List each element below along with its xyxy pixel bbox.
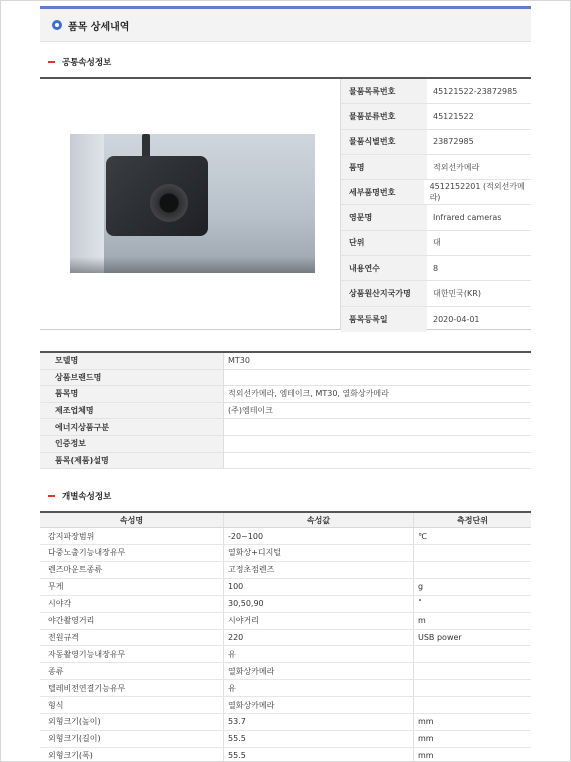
- common-row: [341, 104, 531, 129]
- section-marker-icon: [48, 61, 55, 63]
- attribute-name: 자동촬영기능내장유무: [40, 646, 224, 662]
- common-label: 품명: [341, 155, 427, 179]
- info-value: (주)엠테이크: [228, 406, 273, 416]
- info-row: [40, 436, 531, 453]
- attribute-name: 외형크기(폭): [40, 748, 224, 762]
- info-row: [40, 403, 531, 420]
- info-value: MT30: [228, 356, 250, 366]
- table-row: [40, 562, 531, 579]
- attribute-value: -20~100: [224, 528, 414, 544]
- attribute-value: 열화상+디지털: [224, 545, 414, 561]
- table-row: [40, 528, 531, 545]
- attribute-unit: mm: [418, 751, 434, 761]
- table-row: [40, 731, 531, 748]
- attribute-value: 열화상카메라: [224, 697, 414, 713]
- common-value: 8: [433, 263, 439, 273]
- common-section-header: [48, 55, 531, 69]
- table-row: [40, 579, 531, 596]
- table-row: [40, 714, 531, 731]
- common-row: [341, 79, 531, 104]
- attribute-name: 외형크기(높이): [40, 714, 224, 730]
- table-row: [40, 545, 531, 562]
- attribute-value: 220: [224, 630, 414, 646]
- attribute-value: 유: [224, 680, 414, 696]
- attribute-value: 55.5: [224, 748, 414, 762]
- product-image-area: [40, 79, 341, 329]
- common-row: [341, 155, 531, 180]
- column-header: 측정단위: [457, 515, 488, 525]
- common-label: 상품원산지국가명: [341, 281, 427, 305]
- attribute-name: 외형크기(길이): [40, 731, 224, 747]
- common-section-title: 공통속성정보: [62, 58, 112, 68]
- attribute-name: 감지파장범위: [40, 528, 224, 544]
- common-label: 물품분류번호: [341, 104, 427, 128]
- attribute-unit: [414, 562, 531, 578]
- attribute-value: 시야거리: [224, 613, 414, 629]
- product-photo: [70, 134, 315, 273]
- attribute-name: 야간촬영거리: [40, 613, 224, 629]
- attribute-unit: [414, 545, 531, 561]
- circle-bullet-icon: [52, 20, 62, 30]
- attribute-unit: [414, 680, 531, 696]
- common-row: [341, 307, 531, 332]
- attribute-unit: mm: [418, 717, 434, 727]
- section-marker-icon: [48, 495, 55, 497]
- common-value: 4512152201 (적외선카메라): [429, 182, 525, 203]
- common-row: [341, 205, 531, 230]
- table-row: [40, 646, 531, 663]
- attribute-unit: USB power: [418, 632, 462, 642]
- attribute-value: 30,50,90: [224, 596, 414, 612]
- info-row: [40, 386, 531, 403]
- common-value: 대한민국(KR): [433, 289, 481, 299]
- attribute-value: 열화상카메라: [224, 663, 414, 679]
- attribute-name: 무게: [40, 579, 224, 595]
- common-row: [341, 180, 531, 205]
- table-row: [40, 613, 531, 630]
- common-value: 적외선카메라: [433, 162, 480, 172]
- common-label: 물품식별번호: [341, 130, 427, 154]
- individual-section-header: [48, 489, 531, 503]
- attribute-unit: ˚: [418, 599, 422, 609]
- product-info-table: [40, 351, 531, 469]
- table-row: [40, 697, 531, 714]
- attribute-value: 55.5: [224, 731, 414, 747]
- table-row: [40, 663, 531, 680]
- common-value: 2020-04-01: [433, 314, 480, 324]
- common-value: 45121522-23872985: [433, 86, 518, 96]
- common-label: 품목등록일: [341, 307, 427, 332]
- page-header: [40, 9, 531, 42]
- common-attributes-table: [341, 79, 531, 329]
- common-value: 23872985: [433, 137, 474, 147]
- column-header: 속성명: [40, 513, 224, 527]
- common-label: 세부품명번호: [341, 180, 424, 204]
- common-row: [341, 281, 531, 306]
- common-label: 물품목록번호: [341, 79, 427, 103]
- table-header-row: [40, 513, 531, 528]
- common-row: [341, 130, 531, 155]
- column-header: 속성값: [224, 513, 414, 527]
- attribute-name: 렌즈마운트종류: [40, 562, 224, 578]
- table-row: [40, 680, 531, 697]
- common-row: [341, 256, 531, 281]
- info-label: 모델명: [40, 353, 224, 369]
- attribute-value: 유: [224, 646, 414, 662]
- attribute-name: 텔레비전연결기능유무: [40, 680, 224, 696]
- attribute-value: 100: [224, 579, 414, 595]
- individual-attributes-table: [40, 511, 531, 762]
- info-label: 상품브랜드명: [40, 370, 224, 386]
- info-label: 인증정보: [40, 436, 224, 452]
- attribute-value: 53.7: [224, 714, 414, 730]
- info-label: 에너지상품구분: [40, 419, 224, 435]
- attribute-unit: ℃: [418, 531, 427, 541]
- attribute-unit: mm: [418, 734, 434, 744]
- attribute-unit: g: [418, 582, 424, 592]
- attribute-unit: [414, 663, 531, 679]
- attribute-unit: [414, 646, 531, 662]
- page-title: 품목 상세내역: [68, 21, 130, 33]
- table-row: [40, 748, 531, 762]
- attribute-value: 고정초점렌즈: [224, 562, 414, 578]
- common-value: 대: [433, 238, 441, 248]
- info-row: [40, 453, 531, 470]
- attribute-name: 종류: [40, 663, 224, 679]
- common-label: 단위: [341, 231, 427, 255]
- attribute-name: 전원규격: [40, 630, 224, 646]
- info-value: 적외선카메라, 엠테이크, MT30, 열화상카메라: [228, 389, 389, 399]
- info-label: 품목(제품)설명: [40, 453, 224, 469]
- common-attributes: [40, 77, 531, 330]
- table-row: [40, 596, 531, 613]
- attribute-unit: [414, 697, 531, 713]
- table-row: [40, 630, 531, 647]
- info-row: [40, 370, 531, 387]
- info-label: 품목명: [40, 386, 224, 402]
- attribute-name: 형식: [40, 697, 224, 713]
- common-label: 내용연수: [341, 256, 427, 280]
- attribute-unit: m: [418, 616, 426, 626]
- attribute-name: 시야각: [40, 596, 224, 612]
- detail-panel: [40, 6, 531, 762]
- info-row: [40, 419, 531, 436]
- info-row: [40, 353, 531, 370]
- common-value: 45121522: [433, 111, 474, 121]
- common-value: Infrared cameras: [433, 213, 502, 223]
- attribute-name: 다중노출기능내장유무: [40, 545, 224, 561]
- common-row: [341, 231, 531, 256]
- common-label: 영문명: [341, 205, 427, 229]
- individual-section-title: 개별속성정보: [62, 492, 112, 503]
- info-label: 제조업체명: [40, 403, 224, 419]
